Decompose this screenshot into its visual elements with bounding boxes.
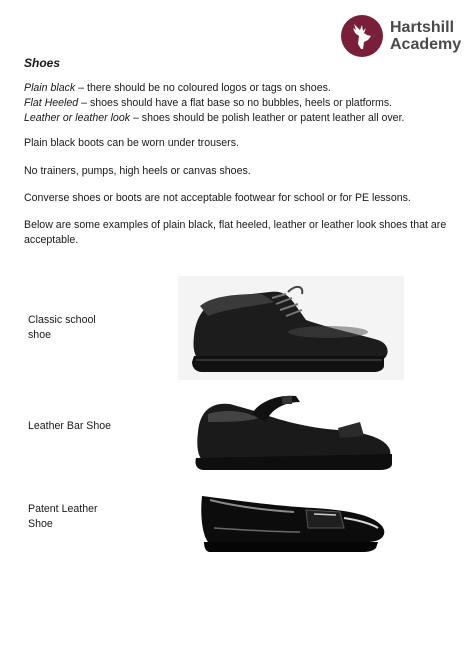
shoe-label-classic xyxy=(28,313,138,343)
examples-paragraph: Below are some examples of plain black, flat heeled, leather or leather look shoes that are acceptable. xyxy=(24,219,447,246)
rule-item xyxy=(24,81,454,96)
patent-loafer-image xyxy=(194,484,390,556)
shoe-label-line: Classic school xyxy=(28,314,96,326)
rule-term: Leather or leather look xyxy=(24,112,131,124)
no-trainers-paragraph: No trainers, pumps, high heels or canvas shoes. xyxy=(24,165,251,177)
school-logo xyxy=(340,14,461,58)
shoe-label-line: Patent Leather xyxy=(28,503,98,515)
rule-term: Flat Heeled xyxy=(24,97,79,109)
rule-text: – shoes should be polish leather or patent leather all over. xyxy=(130,112,405,124)
shoe-label-line: Shoe xyxy=(28,518,53,530)
boots-paragraph: Plain black boots can be worn under trousers. xyxy=(24,137,239,149)
shoe-label-line: shoe xyxy=(28,329,51,341)
converse-paragraph: Converse shoes or boots are not acceptable footwear for school or for PE lessons. xyxy=(24,192,411,204)
section-title: Shoes xyxy=(24,56,61,70)
rule-text: – shoes should have a flat base so no bubbles, heels or platforms. xyxy=(78,97,393,109)
school-name-line1: Hartshill xyxy=(390,19,455,36)
school-name-line2: Academy xyxy=(390,36,462,53)
shoe-label-bar xyxy=(28,419,138,434)
bar-shoe-image xyxy=(188,392,398,476)
rule-term: Plain black xyxy=(24,82,76,94)
school-name xyxy=(390,19,461,53)
rule-item xyxy=(24,111,454,126)
shoe-label-line: Leather Bar Shoe xyxy=(28,420,112,432)
rules-list xyxy=(24,81,454,126)
lace-up-shoe-image xyxy=(178,276,404,380)
shoe-label-patent xyxy=(28,502,138,532)
rule-text: – there should be no coloured logos or tags on shoes. xyxy=(75,82,331,94)
rule-item xyxy=(24,96,454,111)
stag-logo-icon xyxy=(340,14,384,58)
